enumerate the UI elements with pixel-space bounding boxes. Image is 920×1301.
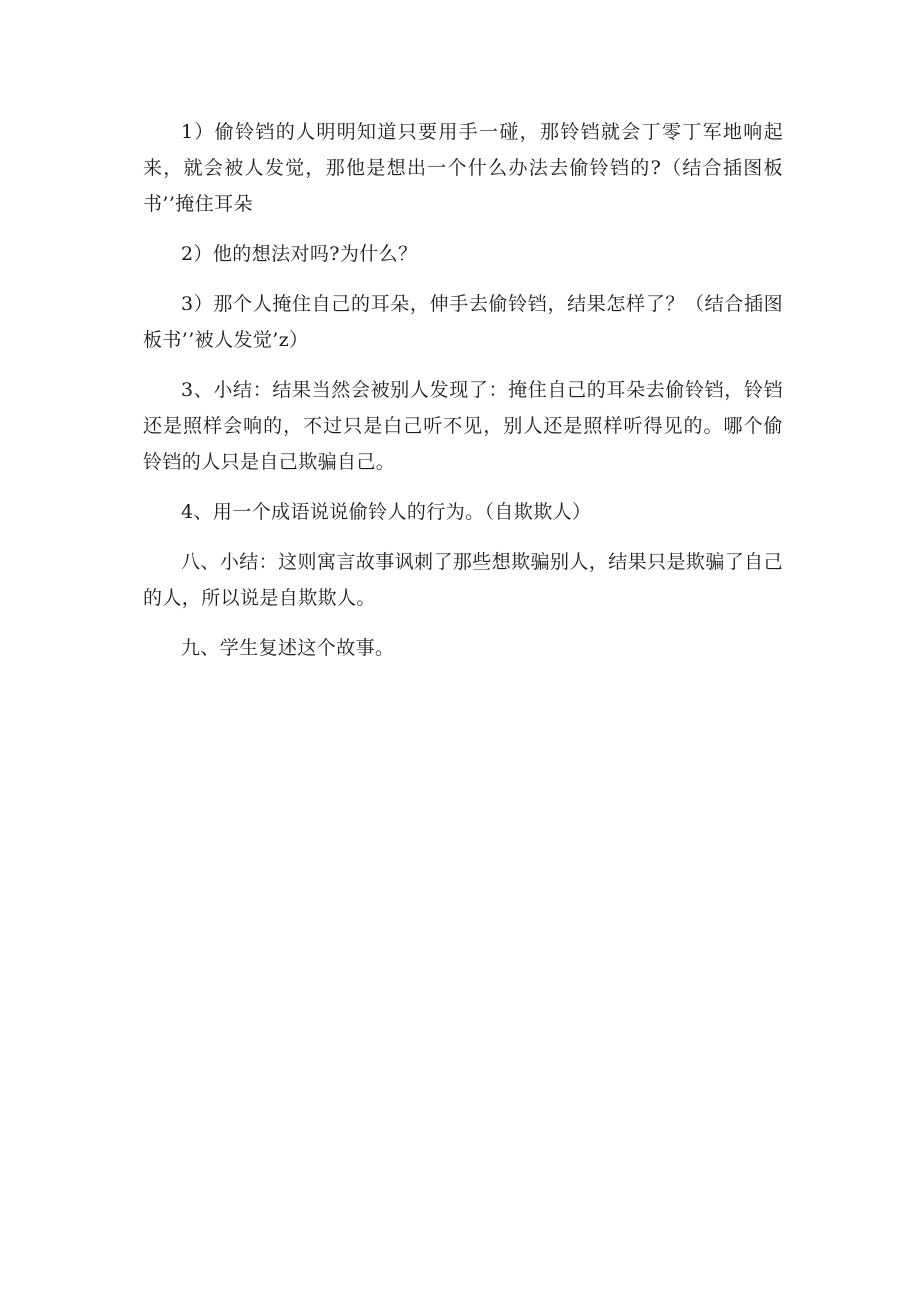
paragraph-question-1: 1）偷铃铛的人明明知道只要用手一碰，那铃铛就会丁零丁军地响起来，就会被人发觉，那他是想出一个什么办法去偷铃铛的?（结合插图板书’’掩住耳朵 — [143, 121, 783, 215]
paragraph-section-9-retell: 九、学生复述这个故事。 — [181, 637, 395, 659]
paragraph-question-2: 2）他的想法对吗?为什么？ — [181, 243, 418, 265]
document-body — [143, 114, 783, 680]
paragraph-section-8-summary: 八、小结：这则寓言故事讽刺了那些想欺骗别人，结果只是欺骗了自己的人，所以说是自欺欺人。 — [143, 551, 783, 609]
paragraph-idiom-4: 4、用一个成语说说偷铃人的行为。（自欺欺人） — [181, 501, 592, 523]
paragraph-summary-3: 3、小结：结果当然会被别人发现了：掩住自己的耳朵去偷铃铛，铃铛还是照样会响的，不过只是白己听不见，别人还是照样听得见的。哪个偷铃铛的人只是自己欺骗自己。 — [143, 379, 783, 473]
paragraph-question-3: 3）那个人掩住自己的耳朵，伸手去偷铃铛，结果怎样了？（结合插图板书’’被人发觉’z） — [143, 293, 783, 351]
